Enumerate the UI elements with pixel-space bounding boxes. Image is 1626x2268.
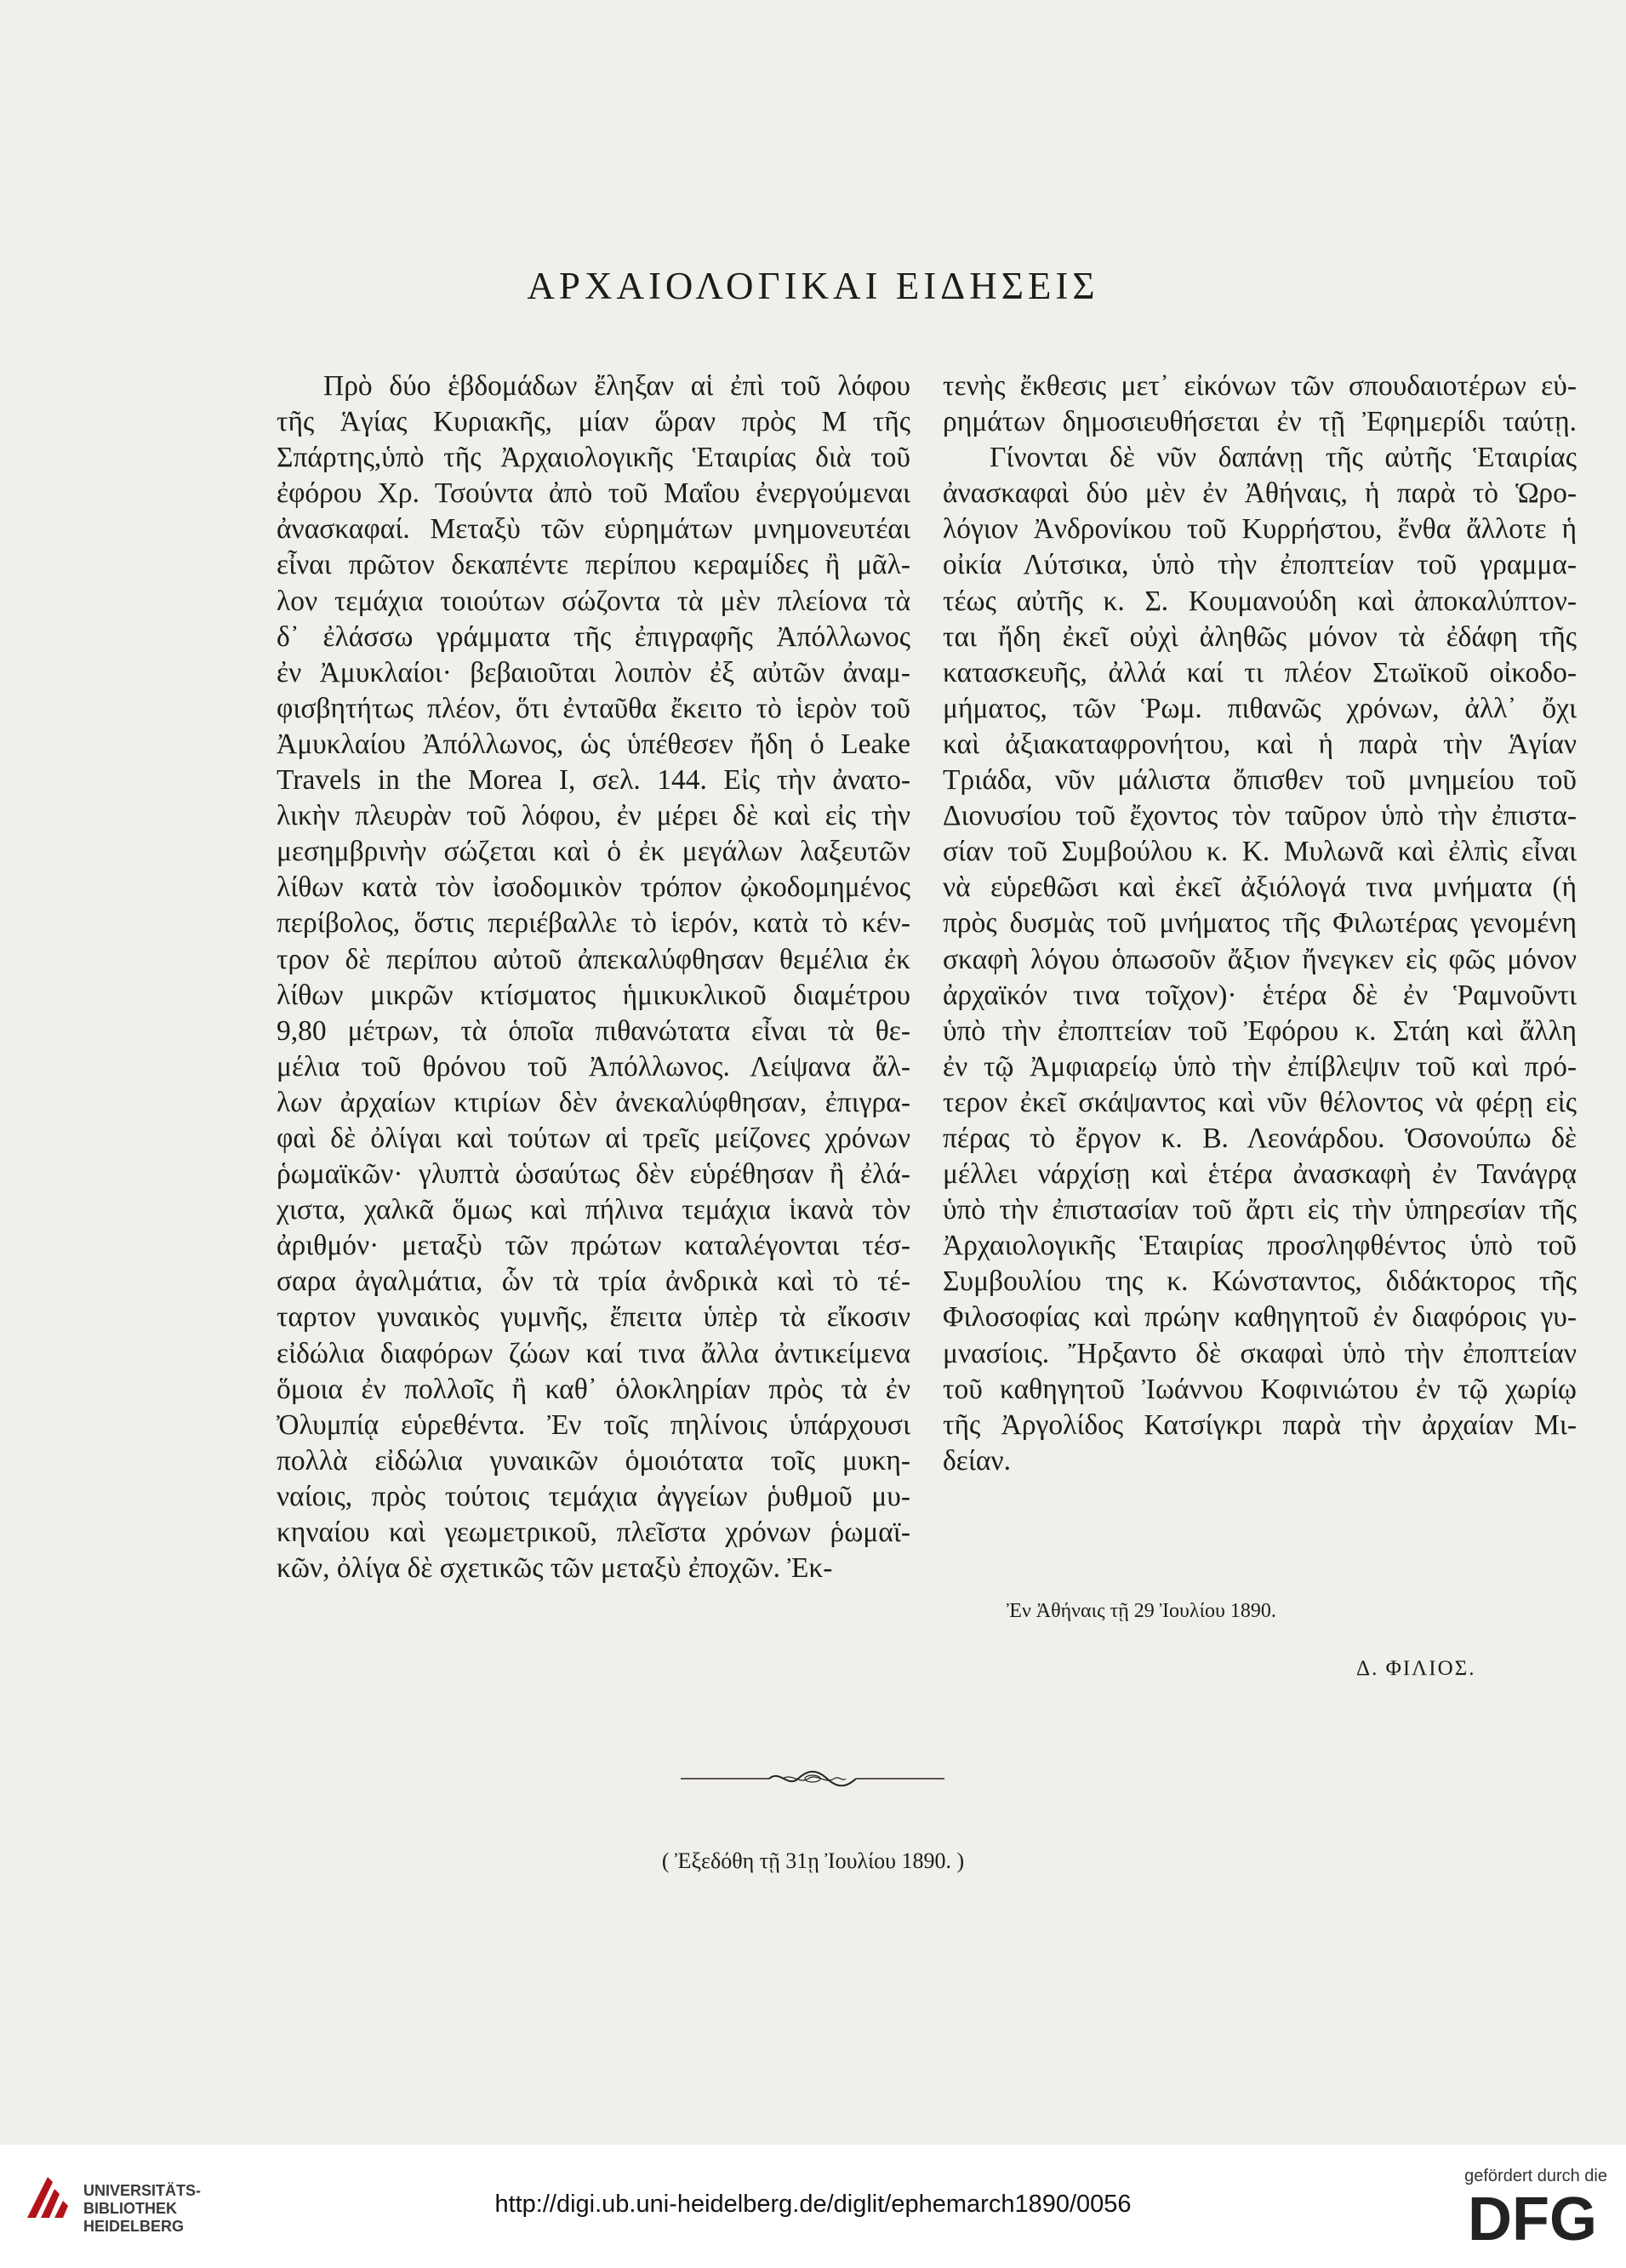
text-line: κατασκευῆς, ἀλλά καί τι πλέον Στωϊκοῦ οἰκοδο- bbox=[943, 656, 1577, 688]
text-line: ἀρχαϊκόν τινα τοῖχον)· ἑτέρα δὲ ἐν Ῥαμνοῦντι bbox=[943, 979, 1577, 1011]
text-line: λων ἀρχαίων κτιρίων δὲν ἀνεκαλύφθησαν, ἐπιγρα- bbox=[277, 1086, 910, 1118]
text-line: κῶν, ὀλίγα δὲ σχετικῶς τῶν μεταξὺ ἐποχῶν. Ἐκ- bbox=[277, 1552, 833, 1585]
text-line: εἰδώλια διαφόρων ζώων καί τινα ἄλλα ἀντικείμενα bbox=[277, 1337, 910, 1369]
text-line: χιστα, χαλκᾶ ὅμως καὶ πήλινα τεμάχια ἱκανὰ τὸν bbox=[277, 1194, 910, 1226]
text-line: ται ἤδη ἐκεῖ οὐχὶ ἀληθῶς μόνον τὰ ἐδάφη τῆς bbox=[943, 620, 1577, 653]
sponsor-text: gefördert durch die bbox=[1464, 2167, 1607, 2185]
text-line: καὶ ἀξιακαταφρονήτου, καὶ ἡ παρὰ τὴν Ἁγίαν bbox=[943, 728, 1577, 760]
text-line: ἐν Ἀμυκλαίοι· βεβαιοῦται λοιπὸν ἐξ αὐτῶν ἀναμ- bbox=[277, 656, 910, 688]
dfg-logo-text: DFG bbox=[1468, 2189, 1597, 2247]
publication-note: ( Ἐξεδόθη τῇ 31ῃ Ἰουλίου 1890. ) bbox=[661, 1848, 965, 1873]
text-line: ἐφόρου Χρ. Τσούντα ἀπὸ τοῦ Μαΐου ἐνεργούμεναι bbox=[277, 477, 910, 510]
text-line: ναίοις, πρὸς τούτοις τεμάχια ἀγγείων ῥυθμοῦ μυ- bbox=[277, 1480, 910, 1512]
text-line: Travels in the Morea I, σελ. 144. Εἰς τὴν ἀνατο- bbox=[277, 764, 910, 797]
institution-line: UNIVERSITÄTS- bbox=[83, 2182, 202, 2199]
text-line: Φιλοσοφίας καὶ πρώην καθηγητοῦ ἐν διαφόροις γυ- bbox=[943, 1301, 1577, 1334]
right-text-column bbox=[943, 368, 1577, 1479]
text-line: λίθων μικρῶν κτίσματος ἡμικυκλικοῦ διαμέτρου bbox=[277, 979, 910, 1011]
text-line: εἶναι πρῶτον δεκαπέντε περίπου κεραμίδες ἢ μᾶλ- bbox=[277, 549, 910, 581]
footer-bar bbox=[0, 2145, 1626, 2268]
text-line: ἐν τῷ Ἀμφιαρείῳ ὑπὸ τὴν ἐπίβλεψιν τοῦ καὶ πρό- bbox=[943, 1050, 1577, 1083]
text-line: ἀριθμόν· μεταξὺ τῶν πρώτων καταλέγονται τέσ- bbox=[277, 1230, 910, 1262]
dfg-logo-icon bbox=[1458, 2189, 1607, 2247]
text-line: Διονυσίου τοῦ ἔχοντος τὸν ταῦρον ὑπὸ τὴν ἐπιστα- bbox=[943, 800, 1577, 832]
dateline: Ἐν Ἀθήναις τῇ 29 Ἰουλίου 1890. bbox=[1007, 1600, 1276, 1622]
text-line: πρὸς δυσμὰς τοῦ μνήματος τῆς Φιλωτέρας γενομένη bbox=[943, 907, 1577, 940]
text-line: τρον δὲ περίπου αὐτοῦ ἀπεκαλύφθησαν θεμέλια ἐκ bbox=[277, 943, 910, 975]
author-signature: Δ. ΦΙΛΙΟΣ. bbox=[1356, 1657, 1476, 1680]
text-line: τῆς Ἀργολίδος Κατσίγκρι παρὰ τὴν ἀρχαίαν Μι- bbox=[943, 1408, 1577, 1441]
text-line: Γίνονται δὲ νῦν δαπάνῃ τῆς αὐτῆς Ἑταιρίας bbox=[990, 442, 1577, 474]
text-line: νὰ εὑρεθῶσι καὶ ἐκεῖ ἀξιόλογά τινα μνήματα (ἡ bbox=[943, 871, 1577, 904]
text-line: τερον ἐκεῖ σκάψαντος καὶ νῦν θέλοντος νὰ φέρῃ εἰς bbox=[943, 1086, 1577, 1118]
text-line: Σπάρτης,ὑπὸ τῆς Ἀρχαιολογικῆς Ἑταιρίας διὰ τοῦ bbox=[277, 442, 910, 474]
ornamental-divider bbox=[681, 1766, 944, 1791]
text-line: ρημάτων δημοσιευθήσεται ἐν τῇ Ἐφημερίδι ταύτῃ. bbox=[943, 406, 1577, 438]
text-line: ἀνασκαφαί. Μεταξὺ τῶν εὑρημάτων μνημονευτέαι bbox=[277, 513, 910, 546]
text-line: μνασίοις. Ἤρξαντο δὲ σκαφαὶ ὑπὸ τὴν ἐποπτείαν bbox=[943, 1337, 1577, 1369]
text-line: μήματος, τῶν Ῥωμ. πιθανῶς χρόνων, ἀλλ᾽ ὄχι bbox=[943, 692, 1577, 724]
text-line: τέως αὐτῆς κ. Σ. Κουμανούδη καὶ ἀποκαλύπτον- bbox=[943, 585, 1577, 617]
text-line: ὑπὸ τὴν ἐποπτείαν τοῦ Ἐφόρου κ. Στάη καὶ ἄλλη bbox=[943, 1014, 1577, 1047]
text-line: Συμβουλίου της κ. Κώνσταντος, διδάκτορος τῆς bbox=[943, 1265, 1577, 1298]
text-line: φισβητήτως πλέον, ὅτι ἐνταῦθα ἔκειτο τὸ ἱερὸν τοῦ bbox=[277, 692, 910, 724]
text-line: σαρα ἀγαλμάτια, ὧν τὰ τρία ἀνδρικὰ καὶ τὸ τέ- bbox=[277, 1265, 910, 1298]
text-line: σκαφὴ λόγου ὁπωσοῦν ἄξιον ἤνεγκεν εἰς φῶς μόνον bbox=[943, 943, 1577, 975]
text-line: τῆς Ἁγίας Κυριακῆς, μίαν ὥραν πρὸς Μ τῆς bbox=[277, 406, 910, 438]
text-line: κηναίου καὶ γεωμετρικοῦ, πλεῖστα χρόνων ῥωμαϊ- bbox=[277, 1517, 910, 1548]
text-line: σίαν τοῦ Συμβούλου κ. Κ. Μυλωνᾶ καὶ ἐλπὶς εἶναι bbox=[943, 836, 1577, 868]
text-line: ἀνασκαφαὶ δύο μὲν ἐν Ἀθήναις, ἡ παρὰ τὸ Ὡρο- bbox=[943, 477, 1577, 510]
text-line: ὅμοια ἐν πολλοῖς ἢ καθ᾽ ὁλοκληρίαν πρὸς τὰ ἐν bbox=[277, 1373, 910, 1405]
text-line: φαὶ δὲ ὀλίγαι καὶ τούτων αἱ τρεῖς μείζονες χρόνων bbox=[277, 1122, 910, 1154]
text-line: ταρτον γυναικὸς γυμνῆς, ἔπειτα ὑπὲρ τὰ εἴκοσιν bbox=[277, 1301, 910, 1334]
text-line: μέλλει νάρχίσῃ καὶ ἑτέρα ἀνασκαφὴ ἐν Τανάγρᾳ bbox=[943, 1158, 1577, 1191]
text-line: Πρὸ δύο ἑβδομάδων ἔληξαν αἱ ἐπὶ τοῦ λόφου bbox=[323, 370, 910, 402]
text-line: τοῦ καθηγητοῦ Ἰωάννου Κοφινιώτου ἐν τῷ χωρίῳ bbox=[943, 1373, 1577, 1405]
text-line: μέλια τοῦ θρόνου τοῦ Ἀπόλλωνος. Λείψανα ἄλ- bbox=[277, 1050, 910, 1083]
text-line: ῥωμαϊκῶν· γλυπτὰ ὡσαύτως δὲν εὑρέθησαν ἢ ἐλά- bbox=[277, 1158, 910, 1191]
text-line: λόγιον Ἀνδρονίκου τοῦ Κυρρήστου, ἔνθα ἄλλοτε ἡ bbox=[943, 513, 1577, 546]
text-line: πέρας τὸ ἔργον κ. Β. Λεονάρδου. Ὁσονούπω δὲ bbox=[943, 1122, 1577, 1154]
text-line: λικὴν πλευρὰν τοῦ λόφου, ἐν μέρει δὲ καὶ εἰς τὴν bbox=[277, 800, 910, 832]
text-line: τενὴς ἔκθεσις μετ᾽ εἰκόνων τῶν σπουδαιοτέρων εὑ- bbox=[943, 370, 1577, 402]
text-line: μεσημβρινὴν σώζεται καὶ ὁ ἐκ μεγάλων λαξευτῶν bbox=[277, 836, 910, 868]
text-line: λίθων κατὰ τὸν ἰσοδομικὸν τρόπον ᾠκοδομημένος bbox=[277, 871, 910, 904]
source-url-link[interactable]: http://digi.ub.uni-heidelberg.de/diglit/ephemarch1890/0056 bbox=[494, 2191, 1132, 2218]
text-line: λον τεμάχια τοιούτων σώζοντα τὰ μὲν πλείονα τὰ bbox=[277, 585, 910, 617]
text-line: 9,80 μέτρων, τὰ ὁποῖα πιθανώτατα εἶναι τὰ θε- bbox=[277, 1014, 910, 1047]
institution-line: HEIDELBERG bbox=[83, 2218, 185, 2235]
text-line: ὑπὸ τὴν ἐπιστασίαν τοῦ ἄρτι εἰς τὴν ὑπηρεσίαν τῆς bbox=[943, 1194, 1577, 1226]
text-line: Τριάδα, νῦν μάλιστα ὄπισθεν τοῦ μνημείου τοῦ bbox=[943, 764, 1577, 797]
text-line: οἰκία Λύτσικα, ὑπὸ τὴν ἐποπτείαν τοῦ γραμμα- bbox=[943, 549, 1577, 581]
text-line: δ᾽ ἐλάσσω γράμματα τῆς ἐπιγραφῆς Ἀπόλλωνος bbox=[277, 620, 910, 653]
text-line: Ὀλυμπίᾳ εὑρεθέντα. Ἐν τοῖς πηλίνοις ὑπάρχουσι bbox=[277, 1408, 910, 1441]
text-line: δείαν. bbox=[943, 1444, 1011, 1477]
institution-line: BIBLIOTHEK bbox=[83, 2200, 177, 2217]
text-line: Ἀρχαιολογικῆς Ἑταιρίας προσληφθέντος ὑπὸ τοῦ bbox=[943, 1230, 1577, 1262]
page-title: ΑΡΧΑΙΟΛΟΓΙΚΑΙ ΕΙΔΗΣΕΙΣ bbox=[527, 265, 1099, 307]
left-text-column bbox=[277, 368, 910, 1586]
text-line: Ἀμυκλαίου Ἀπόλλωνος, ὡς ὑπέθεσεν ἤδη ὁ Leake bbox=[277, 728, 910, 760]
text-line: περίβολος, ὅστις περιέβαλλε τὸ ἱερόν, κατὰ τὸ κέν- bbox=[277, 907, 910, 940]
text-line: πολλὰ εἰδώλια γυναικῶν ὁμοιότατα τοῖς μυκη- bbox=[277, 1444, 910, 1477]
